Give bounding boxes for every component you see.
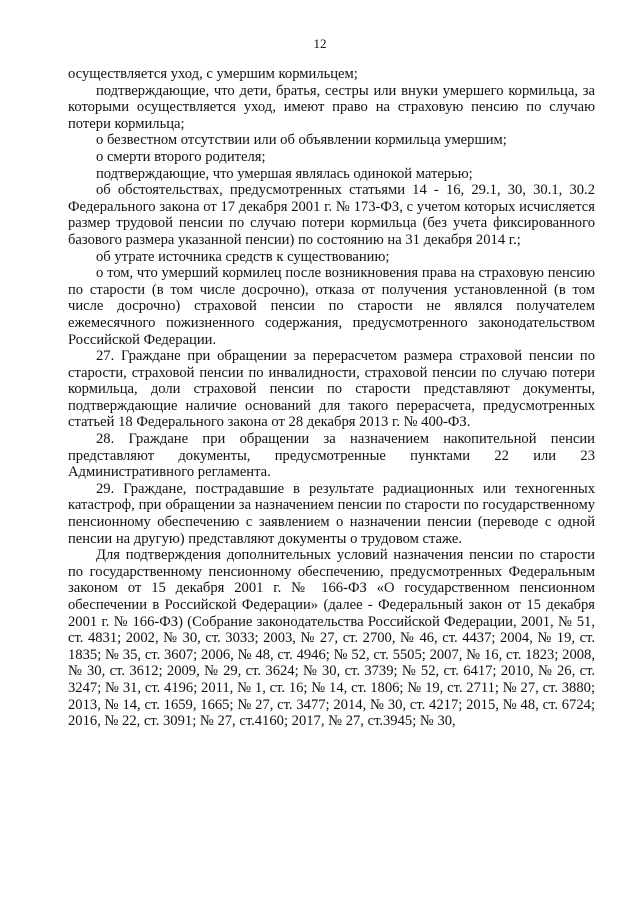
paragraph: о смерти второго родителя; xyxy=(96,148,266,165)
paragraph: о безвестном отсутствии или об объявлении кормильца умершим; xyxy=(96,132,507,149)
paragraph: о том, что умерший кормилец после возникновения права на страховую пенсию по старости (в том числе досрочно), отказа от получения установленной (в том числе досрочно) страховой пенсии по старости не являлся получателем ежемесячного пожизненного содержания, предусмотренного законодательством Российской Федерации. xyxy=(68,265,595,348)
paragraph: 27. Граждане при обращении за перерасчетом размера страховой пенсии по старости, страховой пенсии по инвалидности, страховой пенсии по случаю потери кормильца, доли страховой пенсии по старости представляют документы, подтверждающие наличие оснований для такого перерасчета, предусмотренных статьей 18 Федерального закона от 28 декабря 2013 г. № 400-ФЗ. xyxy=(68,348,595,431)
paragraph: Для подтверждения дополнительных условий назначения пенсии по старости по государственному пенсионному обеспечению, предусмотренных Федеральным законом от 15 декабря 2001 г. № 166-ФЗ «О государственном пенсионном обеспечении в Российской Федерации» (далее - Федеральный закон от 15 декабря 2001 г. № 166-ФЗ) (Собрание законодательства Российской Федерации, 2001, № 51, ст. 4831; 2002, № 30, ст. 3033; 2003, № 27, ст. 2700, № 46, ст. 4437; 2004, № 19, ст. 1835; № 35, ст. 3607; 2006, № 48, ст. 4946; № 52, ст. 5505; 2007, № 16, ст. 1823; 2008, № 30, ст. 3612; 2009, № 29, ст. 3624; № 30, ст. 3739; № 52, ст. 6417; 2010, № 26, ст. 3247; № 31, ст. 4196; 2011, № 1, ст. 16; № 14, ст. 1806; № 19, ст. 2711; № 27, ст. 3880; 2013, № 14, ст. 1659, 1665; № 27, ст. 3477; 2014, № 30, ст. 4217; 2015, № 48, ст. 6724; 2016, № 22, ст. 3091; № 27, ст.4160; 2017, № 27, ст.3945; № 30, xyxy=(68,547,595,730)
paragraph: осуществляется уход, с умершим кормильцем; xyxy=(68,66,358,82)
paragraph: подтверждающие, что умершая являлась одинокой матерью; xyxy=(96,165,473,182)
page-number: 12 xyxy=(313,36,327,51)
document-body xyxy=(68,66,595,730)
paragraph: подтверждающие, что дети, братья, сестры или внуки умершего кормильца, за которыми осуществляется уход, имеют право на страховую пенсию по случаю потери кормильца; xyxy=(68,82,595,132)
paragraph: об утрате источника средств к существованию; xyxy=(96,248,390,265)
paragraph: об обстоятельствах, предусмотренных статьями 14 - 16, 29.1, 30, 30.1, 30.2 Федерального закона от 17 декабря 2001 г. № 173-ФЗ, с учетом которых исчисляется размер трудовой пенсии по случаю потери кормильца (без учета фиксированного базового размера указанной пенсии) по состоянию на 31 декабря 2014 г.; xyxy=(68,182,595,248)
paragraph: 28. Граждане при обращении за назначением накопительной пенсии представляют документы, предусмотренные пунктами 22 или 23 Административного регламента. xyxy=(68,431,595,481)
paragraph: 29. Граждане, пострадавшие в результате радиационных или техногенных катастроф, при обращении за назначением пенсии по старости по государственному пенсионному обеспечению с заявлением о назначении пенсии (переводе с одной пенсии на другую) представляют документы о трудовом стаже. xyxy=(68,480,595,547)
